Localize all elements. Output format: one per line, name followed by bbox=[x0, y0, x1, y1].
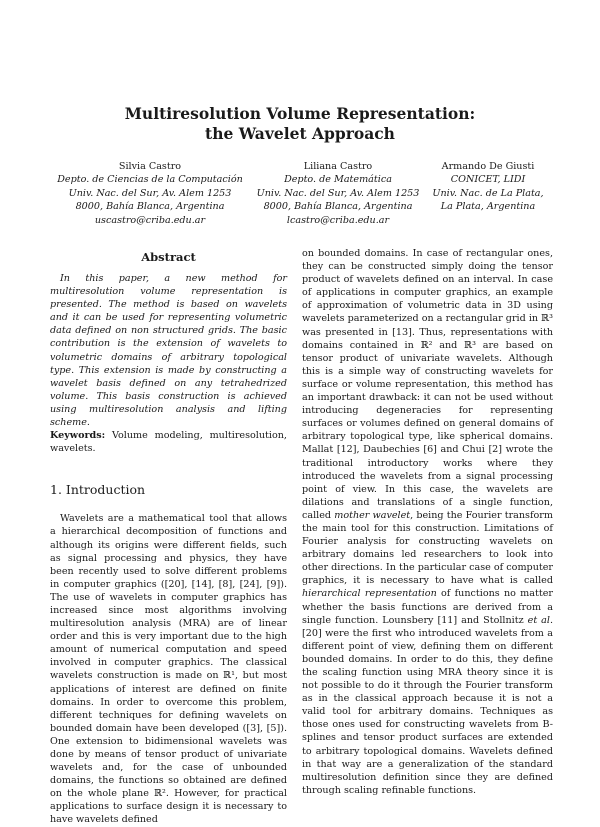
text-run: [20] were the first who introduced wavelets from a different point of view, defining them on different bounded domains. In order to do this, they define the scaling function using MRA theory since it is not possible to do it through the Fourier transform as in the classical approach because it is not a valid tool for arbitrary domains. Techniques as those ones used for constructing wavelets from B-splines and tensor product surfaces are extended to arbitrary topological domains. Wavelets defined in that way are a generalization of the standard multiresolution definition since they are defined through scaling refinable functions. bbox=[302, 627, 553, 796]
title-line-2: the Wavelet Approach bbox=[205, 124, 395, 143]
author-name: Liliana Castro bbox=[303, 161, 373, 172]
author-affiliation: 8000, Bahía Blanca, Argentina bbox=[75, 201, 225, 213]
left-column bbox=[50, 247, 287, 827]
author-affiliation: Univ. Nac. del Sur, Av. Alem 1253 bbox=[256, 187, 420, 199]
text-run: of functions no matter whether the basis functions are derived from a single function. Lounsbery [11] and Stollnitz bbox=[302, 588, 553, 626]
author-email: uscastro@criba.edu.ar bbox=[94, 214, 206, 226]
paper-title bbox=[0, 104, 600, 144]
emphasized-term: hierarchical representation bbox=[302, 588, 437, 600]
author-name: Silvia Castro bbox=[118, 161, 182, 172]
author-name: Armando De Giusti bbox=[441, 161, 535, 172]
title-line-1: Multiresolution Volume Representation: bbox=[124, 104, 476, 123]
keywords-text: Volume modeling, multiresolution, wavelets. bbox=[50, 430, 287, 455]
abstract-text: In this paper, a new method for multiresolution volume representation is presented. The method is based on wavelets and it can be used for representing volumetric data defined on non structured grids. The basic contribution is the extension of wavelets to volumetric domains of arbitrary topological type. This extension is made by constructing a wavelet basis defined on any tetrahedrized volume. This basis construction is achieved using multiresolution analysis and lifting scheme. bbox=[50, 273, 287, 429]
emphasized-term: et al. bbox=[527, 614, 553, 626]
text-run: , being the Fourier transform the main tool for this construction. Limitations of Fourier analysis for constructing wavelets on arbitrary domains led researchers to look into other directions. In the particular case of computer graphics, it is necessary to have what is called bbox=[302, 509, 553, 587]
author-affiliation: CONICET, LIDI bbox=[450, 174, 526, 186]
author-affiliation: Depto. de Matemática bbox=[284, 174, 392, 186]
introduction-paragraph: Wavelets are a mathematical tool that allows a hierarchical decomposition of functions and although its origins were different fields, such as signal processing and physics, they have been recently used to solve different problems in computer graphics ([20], [14], [8], [24], [9]). The use of wavelets in computer graphics has increased since most algorithms involving multiresolution analysis (MRA) are of linear order and this is very important due to the high amount of numerical computation and speed involved in computer graphics. The classical wavelets construction is made on ℝ¹, but most applications of interest are defined on finite domains. In order to overcome this problem, different techniques for defining wavelets on bounded domain have been developed ([3], [5]). One extension to bidimensional wavelets was done by means of tensor product of univariate wavelets and, for the case of unbounded domains, the functions so obtained are defined on the whole plane ℝ². However, for practical applications to surface design it is necessary to have wavelets defined bbox=[50, 513, 287, 826]
emphasized-term: mother wavelet bbox=[334, 509, 411, 521]
author-email: lcastro@criba.edu.ar bbox=[286, 214, 390, 226]
author-affiliation: La Plata, Argentina bbox=[440, 201, 536, 213]
author-affiliation: 8000, Bahía Blanca, Argentina bbox=[263, 201, 413, 213]
right-column bbox=[302, 247, 553, 797]
author-affiliation: Univ. Nac. del Sur, Av. Alem 1253 bbox=[68, 187, 232, 199]
section-heading-introduction: 1. Introduction bbox=[50, 482, 146, 498]
text-run: on bounded domains. In case of rectangular ones, they can be constructed simply doing the tensor product of wavelets defined on an interval. In case of applications in computer graphics, an example of approximation of volumetric data in 3D using wavelets parameterized on a rectangular grid in ℝ³ was presented in [13]. Thus, representations with domains contained in ℝ² and ℝ³ are based on tensor product of univariate wavelets. Although this is a simple way of constructing wavelets for surface or volume representation, this method has an important drawback: it can not be used without introducing degeneracies for representing surfaces or volumes defined on general domains of arbitrary topological type, like spherical domains. Mallat [12], Daubechies [6] and Chui [2] wrote the traditional introductory works where they introduced the wavelets from a signal processing point of view. In this case, the wavelets are dilations and translations of a single function, called bbox=[302, 248, 553, 521]
author-affiliation: Univ. Nac. de La Plata, bbox=[432, 187, 544, 199]
keywords bbox=[50, 429, 287, 455]
author-affiliation: Depto. de Ciencias de la Computación bbox=[57, 174, 243, 186]
keywords-label: Keywords: bbox=[50, 430, 106, 442]
author-block-2 bbox=[248, 160, 428, 227]
abstract-heading: Abstract bbox=[141, 250, 196, 264]
author-block-1 bbox=[50, 160, 250, 227]
body-paragraph-continued bbox=[302, 247, 553, 797]
author-block-3 bbox=[418, 160, 558, 214]
